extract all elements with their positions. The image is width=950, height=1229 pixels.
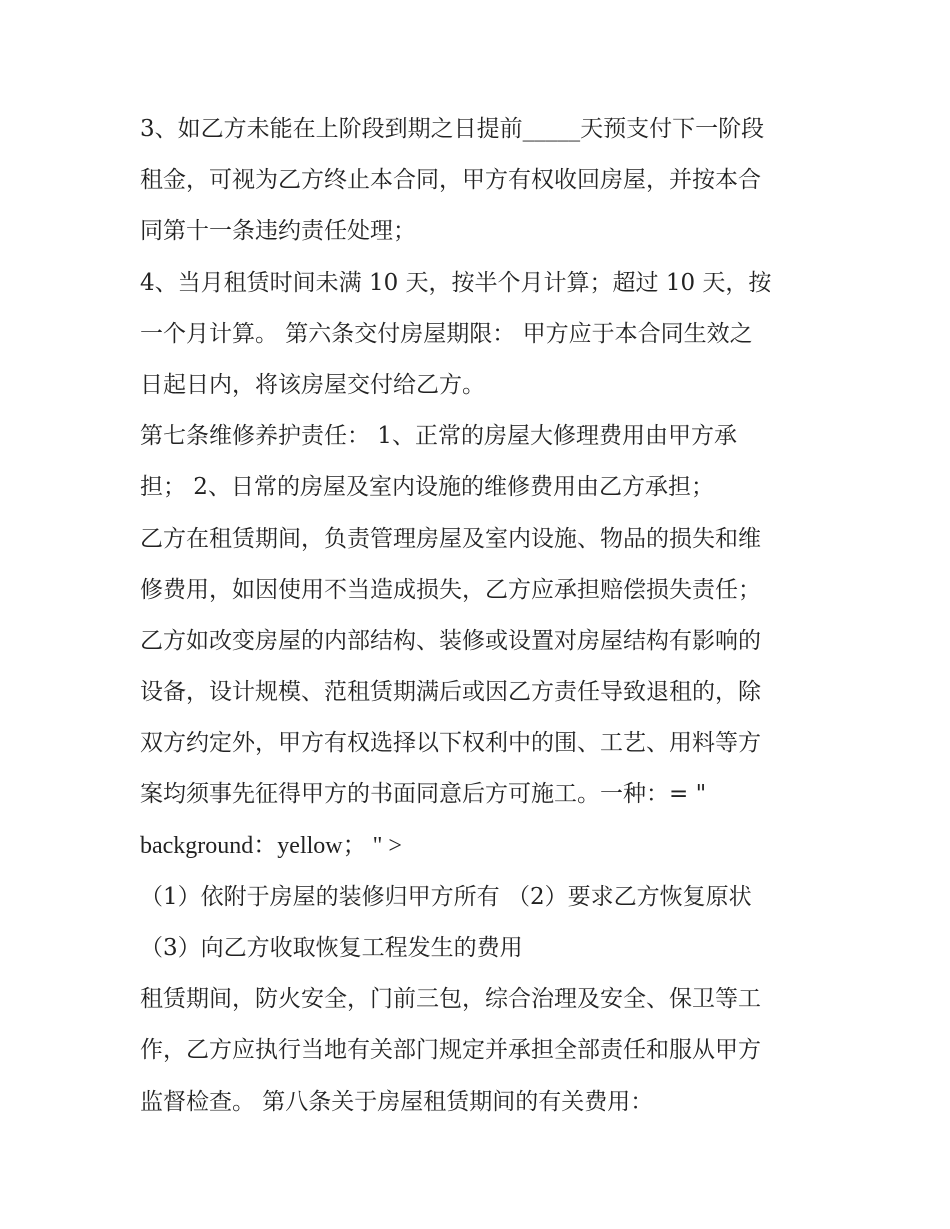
- text-line: 一个月计算。 第六条交付房屋期限： 甲方应于本合同生效之: [140, 320, 753, 347]
- text-line: background：yellow； " >: [140, 832, 402, 859]
- text-line: 修费用，如因使用不当造成损失，乙方应承担赔偿损失责任；: [140, 576, 761, 603]
- text-line: 同第十一条违约责任处理；: [140, 218, 416, 245]
- text-line: 双方约定外，甲方有权选择以下权利中的围、工艺、用料等方: [140, 730, 761, 757]
- text-line: 作，乙方应执行当地有关部门规定并承担全部责任和服从甲方: [140, 1037, 761, 1064]
- text-line: 乙方如改变房屋的内部结构、装修或设置对房屋结构有影响的: [140, 627, 761, 654]
- text-line: （1）依附于房屋的装修归甲方所有 （2）要求乙方恢复原状: [140, 883, 752, 910]
- text-line: 案均须事先征得甲方的书面同意后方可施工。一种：= ": [140, 781, 707, 808]
- text-line: 3、如乙方未能在上阶段到期之日提前_____天预支付下一阶段: [140, 116, 765, 142]
- text-line: 乙方在租赁期间，负责管理房屋及室内设施、物品的损失和维: [140, 525, 761, 552]
- text-line: 租赁期间，防火安全，门前三包，综合治理及安全、保卫等工: [140, 986, 761, 1013]
- text-line: （3）向乙方收取恢复工程发生的费用: [140, 935, 523, 961]
- contract-text: [140, 104, 830, 1128]
- text-line: 第七条维修养护责任： 1、正常的房屋大修理费用由甲方承: [140, 423, 737, 450]
- text-line: 4、当月租赁时间未满 10 天，按半个月计算；超过 10 天，按: [140, 269, 772, 296]
- text-line: 设备，设计规模、范租赁期满后或因乙方责任导致退租的，除: [140, 679, 761, 706]
- text-line: 担； 2、日常的房屋及室内设施的维修费用由乙方承担；: [140, 474, 714, 501]
- text-line: 监督检查。 第八条关于房屋租赁期间的有关费用：: [140, 1088, 654, 1115]
- text-line: 租金，可视为乙方终止本合同，甲方有权收回房屋，并按本合: [140, 167, 761, 194]
- text-line: 日起日内，将该房屋交付给乙方。: [140, 371, 485, 398]
